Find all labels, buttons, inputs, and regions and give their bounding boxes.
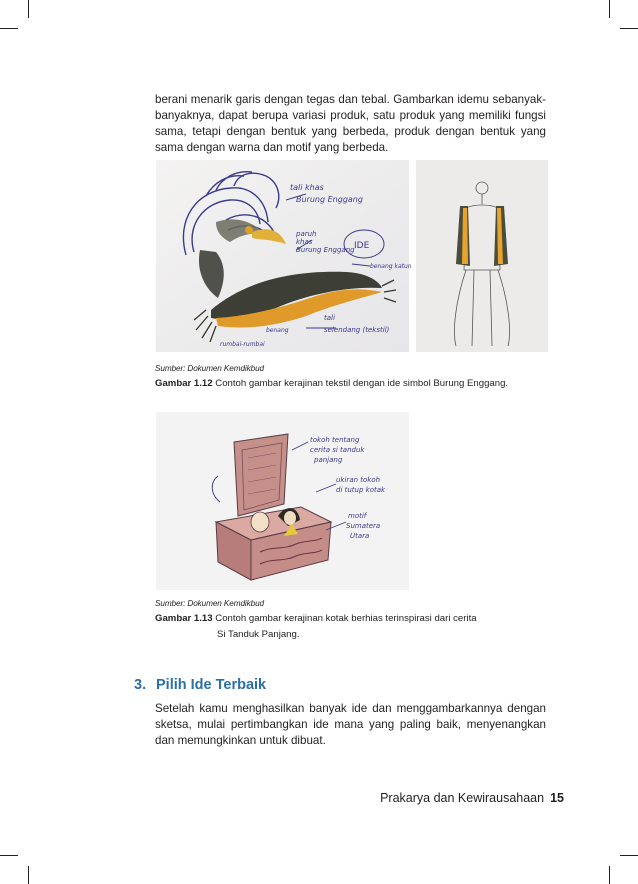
figure2-caption [155, 613, 477, 624]
figure-decorative-box [156, 412, 409, 590]
sketch-note: Utara [350, 532, 370, 540]
section-paragraph: Setelah kamu menghasilkan banyak ide dan menggambarkannya dengan sketsa, mulai pertimbangkan ide mana yang paling baik, menyenangkan dan memungkinkan untuk dibuat. [155, 702, 546, 747]
sketch-note: khas [296, 238, 313, 246]
section-heading [134, 677, 266, 693]
figure1-source: Sumber: Dokumen Kemdikbud [155, 364, 264, 373]
sketch-note: panjang [314, 456, 343, 464]
sketch-note: cerita si tanduk [310, 446, 365, 454]
crop-mark [620, 28, 638, 29]
hornbill-sketch-illustration [156, 160, 548, 352]
crop-mark [609, 0, 610, 18]
section-number: 3. [134, 677, 147, 693]
page-footer [380, 791, 564, 805]
figure1-label: Gambar 1.12 [155, 378, 213, 389]
sketch-note: selendang (tekstil) [324, 326, 390, 334]
crop-mark [28, 0, 29, 18]
sketch-note: benang katun [370, 263, 412, 270]
sketch-note: IDE [354, 241, 370, 251]
sketch-note: tali khas [290, 183, 324, 192]
page-number: 15 [550, 791, 564, 805]
sketch-note: benang [266, 327, 289, 334]
book-title: Prakarya dan Kewirausahaan [380, 791, 545, 805]
figure1-caption [155, 378, 508, 389]
crop-mark [28, 866, 29, 884]
intro-paragraph: berani menarik garis dengan tegas dan tebal. Gambarkan idemu sebanyak-banyaknya, dapat berupa variasi produk, satu produk yang memiliki fungsi sama, tetapi dengan bentuk yang berbeda, produk dengan bentuk yang sama dengan warna dan motif yang berbeda. [155, 93, 546, 154]
sketch-note: motif [348, 512, 367, 520]
sketch-note: Burung Enggang [296, 246, 355, 254]
section-title: Pilih Ide Terbaik [156, 677, 267, 693]
sketch-note: rumbai-rumbai [220, 341, 265, 348]
crop-mark [0, 28, 18, 29]
crop-mark [609, 866, 610, 884]
figure1-caption-text: Contoh gambar kerajinan tekstil dengan ide simbol Burung Enggang. [215, 378, 509, 389]
sketch-note: di tutup kotak [336, 486, 386, 494]
figure2-label: Gambar 1.13 [155, 613, 213, 624]
box-sketch-illustration [156, 412, 409, 590]
figure2-caption-line2: Si Tanduk Panjang. [217, 629, 300, 640]
crop-mark [620, 855, 638, 856]
sketch-note: ukiran tokoh [336, 476, 381, 484]
sketch-note: Sumatera [346, 522, 381, 530]
figure2-source: Sumber: Dokumen Kemdikbud [155, 599, 264, 608]
sketch-note: paruh [296, 230, 317, 238]
figure-hornbill-textile [156, 160, 548, 352]
sketch-note: tokoh tentang [310, 436, 360, 444]
sketch-note: tali [324, 314, 335, 322]
crop-mark [0, 855, 18, 856]
sketch-note: Burung Enggang [296, 195, 363, 204]
figure2-caption-text: Contoh gambar kerajinan kotak berhias terinspirasi dari cerita [215, 613, 477, 624]
